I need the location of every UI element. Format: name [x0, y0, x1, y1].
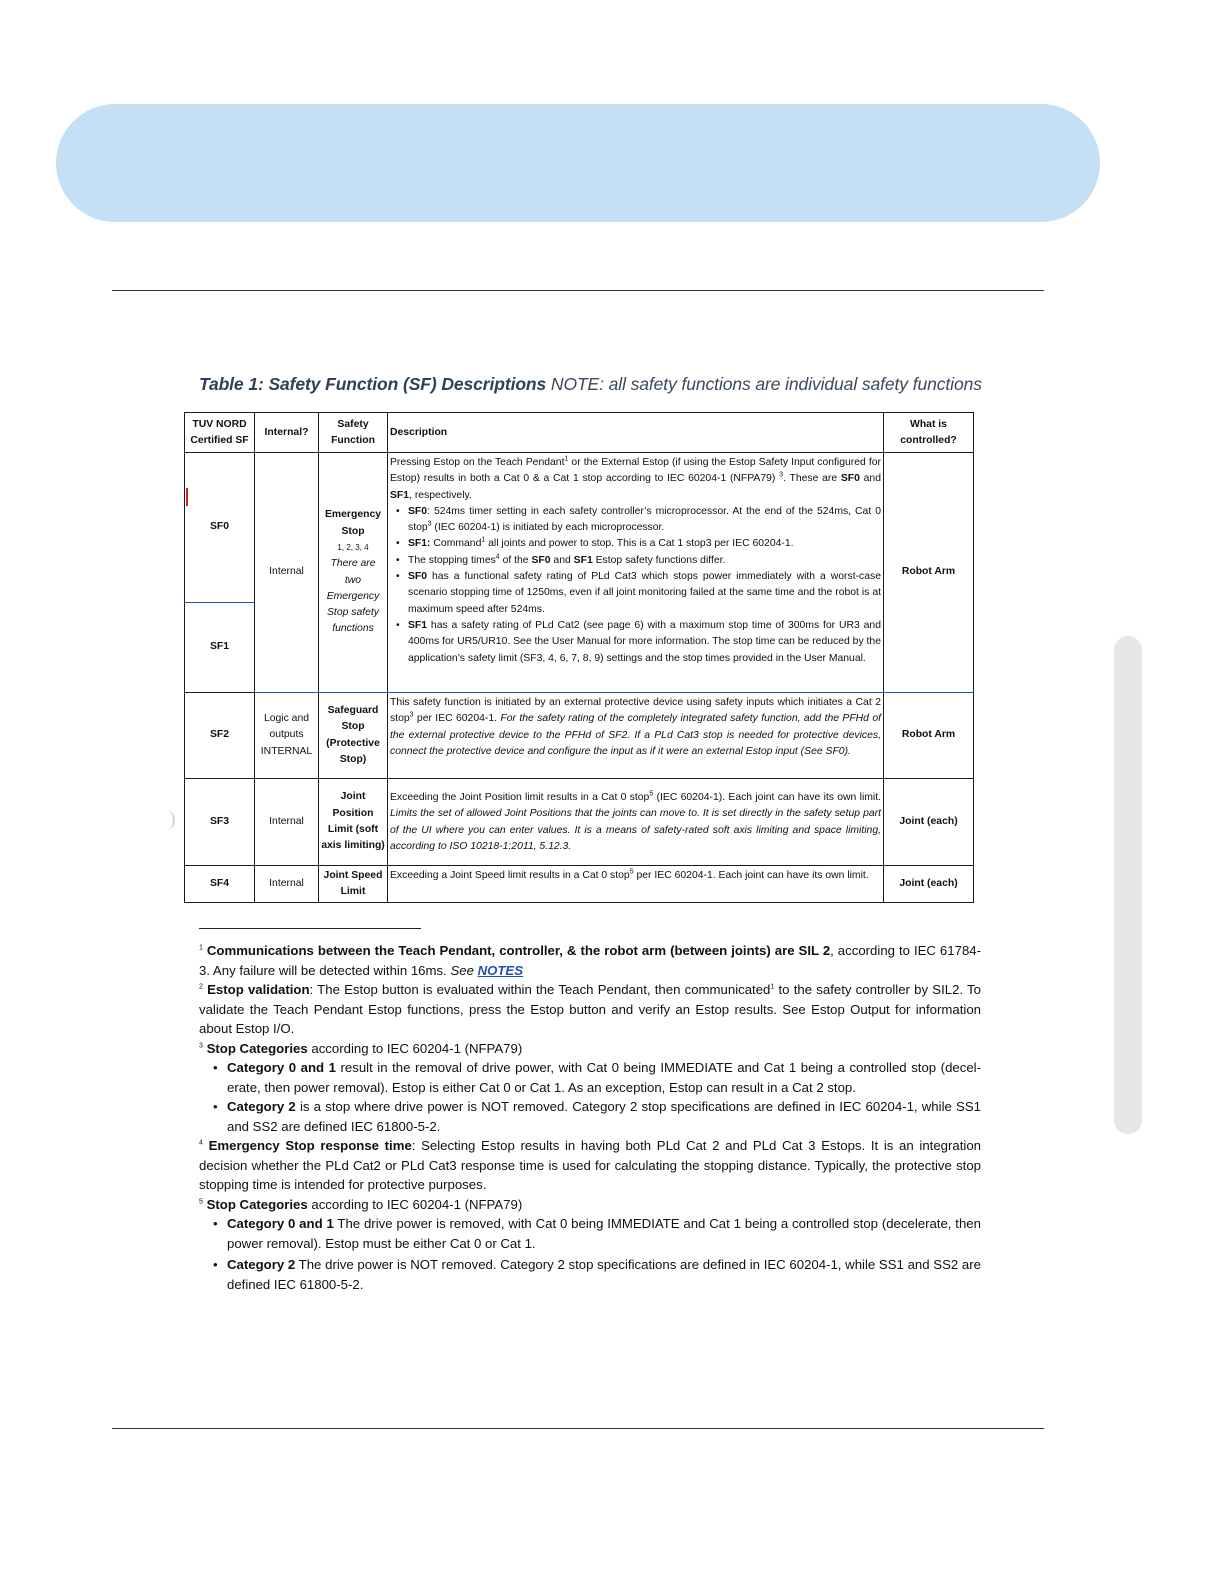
footnote-ref: 4	[495, 553, 500, 561]
table-row	[185, 779, 974, 866]
footnote-heading: Emergency Stop response time	[208, 1138, 412, 1153]
footnote-5	[199, 1195, 981, 1215]
desc-label: SF1	[408, 619, 428, 631]
internal-cell: Logic and outputs INTERNAL	[255, 693, 319, 779]
footnote-heading: Category 2	[227, 1257, 296, 1272]
footnote-1	[199, 941, 981, 980]
desc-text: (IEC 60204-1) is initiated by each microprocessor.	[431, 522, 665, 534]
footnote-text: to the safety controller by SIL2. To validate the Teach Pendant Estop functions, press the Estop button and verify an Estop results. See Estop Output for information about Estop I/O.	[199, 982, 981, 1036]
list-item	[227, 1097, 981, 1136]
description-cell	[388, 453, 884, 693]
footnote-heading: Communications between the Teach Pendant, controller, & the robot arm (between joints) are SIL 2	[206, 943, 831, 958]
desc-text: and	[550, 554, 574, 566]
desc-text: : 524ms timer setting in each safety controller’s microprocessor. At the end of the 524ms, Cat 0 stop	[408, 505, 881, 534]
footnote-ref: 3	[779, 471, 784, 479]
internal-cell: Internal	[255, 779, 319, 866]
footnote-text: : Selecting Estop results in having both PLd Cat 2 and PLd Cat 3 Estops. It is an integration decision whether the PLd Cat2 or PLd Cat3 response time is used for calculating the stopping distance. Typically, the protective stop stopping time is intended for protective purposes.	[199, 1138, 981, 1192]
header-safety-function: Safety Function	[319, 413, 388, 453]
footnote-heading: Stop Categories	[206, 1040, 308, 1056]
safety-function-cell: Joint Position Limit (soft axis limiting)	[319, 779, 388, 866]
footnote-number: 2	[199, 983, 203, 991]
footnote-3-bullets	[199, 1058, 981, 1136]
desc-text: of the	[499, 554, 532, 566]
table-row	[185, 693, 974, 779]
safety-function-cell	[319, 453, 388, 693]
controlled-cell: Joint (each)	[884, 779, 974, 866]
footnotes	[199, 941, 981, 1294]
footnote-heading: Category 0 and 1	[227, 1060, 336, 1075]
footnote-3	[199, 1039, 981, 1059]
footnote-number: 1	[199, 944, 203, 952]
footnote-ref: 1	[770, 983, 775, 991]
header-internal: Internal?	[255, 413, 319, 453]
footnote-heading: Estop validation	[207, 982, 310, 997]
footer-rule	[112, 1428, 1044, 1429]
sf-id: SF0	[185, 453, 255, 603]
controlled-cell: Robot Arm	[884, 453, 974, 693]
table-row	[185, 866, 974, 903]
footnote-ref: 1	[564, 455, 569, 463]
table-header-row	[185, 413, 974, 453]
internal-cell: Internal	[255, 866, 319, 903]
header-controlled: What is controlled?	[884, 413, 974, 453]
header-certified-sf: TUV NORD Certified SF	[185, 413, 255, 453]
caption-note: NOTE: all safety functions are individual safety functions	[550, 374, 982, 394]
list-item	[227, 1058, 981, 1097]
footnote-ref: 5	[629, 868, 634, 876]
desc-text: Pressing Estop on the Teach Pendant	[390, 457, 565, 468]
desc-label: SF1:	[408, 538, 431, 550]
desc-text: . These are	[783, 473, 841, 485]
desc-text: Exceeding the Joint Position limit results in a Cat 0 stop	[390, 791, 650, 803]
function-name: Emergency Stop	[324, 509, 382, 537]
list-item	[408, 618, 881, 667]
function-note: There are two Emergency Stop safety functions	[326, 558, 380, 635]
function-refs: 1, 2, 3, 4	[337, 542, 369, 552]
desc-label: SF1	[573, 554, 593, 566]
desc-text: has a functional safety rating of PLd Cat3 which stops power immediately with a worst-case scenario stopping time of 1250ms, even if all joint monitoring failed at the same time and the robot is at maximum speed after 524ms.	[408, 571, 881, 615]
safety-function-cell: Safeguard Stop (Protective Stop)	[319, 693, 388, 779]
footnote-number: 3	[199, 1042, 203, 1050]
header-banner	[56, 104, 1100, 222]
header-rule	[112, 290, 1044, 291]
safety-function-cell: Joint Speed Limit	[319, 866, 388, 903]
footnote-text: See	[450, 962, 474, 978]
footnote-ref: 3	[409, 711, 414, 719]
footnote-heading: Stop Categories	[206, 1196, 308, 1212]
footnote-ref: 5	[649, 790, 654, 798]
footnote-text: The drive power is NOT removed. Category 2 stop specifications are defined in IEC 60204-1, while SS1 and SS2 are defined IEC 61800-5-2.	[227, 1257, 981, 1292]
footnote-2	[199, 980, 981, 1039]
vertical-scrollbar[interactable]	[1114, 636, 1142, 1134]
list-item	[408, 569, 881, 618]
footnote-heading: Category 0 and 1	[227, 1216, 334, 1231]
desc-text: Exceeding a Joint Speed limit results in a Cat 0 stop	[390, 870, 630, 881]
desc-label: SF0	[840, 473, 860, 485]
list-item	[408, 504, 881, 537]
footnote-text: , according to IEC 61784-3. Any failure will be detected within 16ms.	[199, 943, 981, 978]
footnote-text: is a stop where drive power is NOT removed. Category 2 stop specifications are defined in IEC 60204-1, while SS1 and SS2 are defined IEC 61800-5-2.	[227, 1099, 981, 1134]
controlled-cell: Robot Arm	[884, 693, 974, 779]
description-bullets	[390, 504, 881, 667]
desc-text: , respectively.	[409, 489, 472, 501]
desc-text: For the safety rating of the completely integrated safety function, add the PFHd of the external protective device to the PFHd of SF2. If a PLd Cat3 stop is needed for protective devices, connect the protective device and configure the input as if it were an external Estop input (See SF0).	[390, 713, 881, 757]
sf-id: SF2	[185, 693, 255, 779]
footnote-text: according to IEC 60204-1 (NFPA79)	[307, 1040, 523, 1056]
desc-text: per IEC 60204-1. Each joint can have its own limit.	[633, 870, 869, 881]
footnote-text: according to IEC 60204-1 (NFPA79)	[307, 1196, 523, 1212]
sf-id: SF4	[185, 866, 255, 903]
list-item	[227, 1214, 981, 1253]
desc-text: Estop safety functions differ.	[592, 554, 726, 566]
footnote-text: result in the removal of drive power, with Cat 0 being IMMEDIATE and Cat 1 being a controlled stop (decel-erate, then power removal). Estop is either Cat 0 or Cat 1. As an exception, Estop can result in a Cat 2 stop.	[227, 1060, 981, 1095]
footnote-text: The drive power is removed, with Cat 0 being IMMEDIATE and Cat 1 being a controlled stop (decelerate, then power removal). Estop must be either Cat 0 or Cat 1.	[227, 1216, 981, 1251]
desc-text: and	[859, 473, 881, 485]
description-cell	[388, 779, 884, 866]
desc-text: Command	[430, 538, 482, 550]
footnote-ref: 1	[481, 537, 486, 545]
footnote-separator	[199, 928, 421, 929]
table-row	[185, 453, 974, 603]
sf-id: SF3	[185, 779, 255, 866]
table-caption	[199, 374, 999, 395]
desc-text: Limits the set of allowed Joint Positions that the joints can move to. It is set directly in the safety setup part of the UI where you can enter values. It is a means of safety-rated soft axis limiting and space limiting, according to ISO 10218-1:2011, 5.12.3.	[390, 808, 881, 852]
description-cell	[388, 866, 884, 903]
footnote-ref: 3	[427, 520, 432, 528]
desc-text: or the External Estop (if using the Estop Safety Input configured for Estop) results in both a Cat 0 & a Cat 1 stop according to IEC 60204-1 (NFPA79)	[390, 457, 881, 485]
footnote-4	[199, 1136, 981, 1195]
internal-cell: Internal	[255, 453, 319, 693]
footnote-heading: Category 2	[227, 1099, 296, 1114]
description-cell	[388, 693, 884, 779]
desc-label: SF0	[531, 554, 551, 566]
desc-label: SF0	[408, 571, 428, 583]
desc-label: SF1	[390, 489, 410, 501]
list-item	[227, 1255, 981, 1294]
header-description: Description	[388, 413, 884, 453]
footnote-number: 5	[199, 1198, 203, 1206]
footnote-number: 4	[199, 1139, 203, 1147]
notes-link[interactable]: NOTES	[477, 962, 524, 978]
caption-title: Table 1: Safety Function (SF) Descriptions	[199, 374, 547, 394]
sf-id: SF1	[185, 603, 255, 693]
desc-text: (IEC 60204-1). Each joint can have its own limit.	[653, 791, 881, 803]
edge-mark: )	[169, 808, 176, 830]
controlled-cell: Joint (each)	[884, 866, 974, 903]
footnote-text: : The Estop button is evaluated within the Teach Pendant, then communicated	[309, 982, 771, 997]
desc-text: per IEC 60204-1.	[413, 713, 501, 725]
desc-text: The stopping times	[408, 554, 496, 566]
desc-text: all joints and power to stop. This is a Cat 1 stop3 per IEC 60204-1.	[485, 538, 794, 550]
footnote-5-bullets	[199, 1214, 981, 1294]
desc-label: SF0	[408, 505, 428, 517]
desc-text: has a safety rating of PLd Cat2 (see page 6) with a maximum stop time of 300ms for UR3 and 400ms for UR5/UR10. See the User Manual for more information. The stop time can be reduced by the application’s safety limit (SF3, 4, 6, 7, 8, 9) settings and the stop times provided in the User Manual.	[408, 619, 881, 664]
list-item	[408, 553, 881, 569]
list-item	[408, 536, 881, 552]
desc-text: This safety function is initiated by an external protective device using safety inputs which initiates a Cat 2 stop	[390, 697, 881, 725]
safety-function-table	[184, 412, 974, 903]
